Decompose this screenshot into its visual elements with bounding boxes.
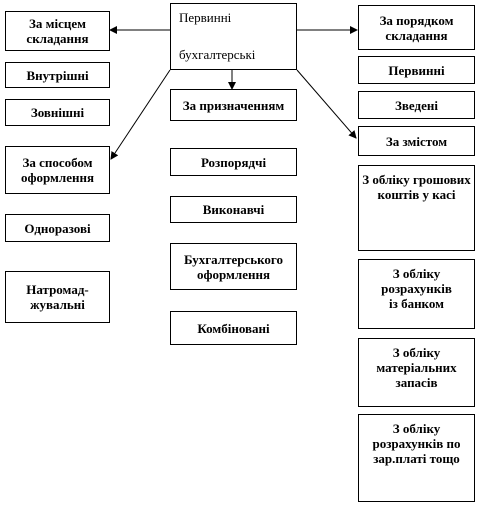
node-cumulative: Натромад- жувальні	[5, 271, 110, 323]
root-title-line1: Первинні	[179, 10, 232, 25]
arrow-to-by-method	[111, 70, 170, 159]
node-by-purpose: За призначенням	[170, 89, 297, 121]
node-combined: Комбіновані	[170, 311, 297, 345]
arrow-to-by-content	[297, 70, 356, 138]
root-title-line2: бухгалтерські	[179, 47, 256, 62]
node-administrative: Розпорядчі	[170, 148, 297, 176]
node-by-order: За порядком складання	[358, 5, 475, 50]
node-internal: Внутрішні	[5, 62, 110, 88]
node-primary: Первинні	[358, 56, 475, 84]
node-accounting: Бухгалтерського оформлення	[170, 243, 297, 290]
node-bank: З обліку розрахунків із банком	[358, 259, 475, 329]
node-summary: Зведені	[358, 91, 475, 119]
node-by-method: За способом оформлення	[5, 146, 110, 194]
node-by-place: За місцем складання	[5, 11, 110, 51]
node-by-content: За змістом	[358, 126, 475, 156]
node-inventory: З обліку матеріальних запасів	[358, 338, 475, 407]
root-node	[170, 3, 297, 70]
node-external: Зовнішні	[5, 99, 110, 126]
node-salary: З обліку розрахунків по зар.платі тощо	[358, 414, 475, 502]
node-single: Одноразові	[5, 214, 110, 242]
node-executive: Виконавчі	[170, 196, 297, 223]
node-cash: З обліку грошових коштів у касі	[358, 165, 475, 251]
